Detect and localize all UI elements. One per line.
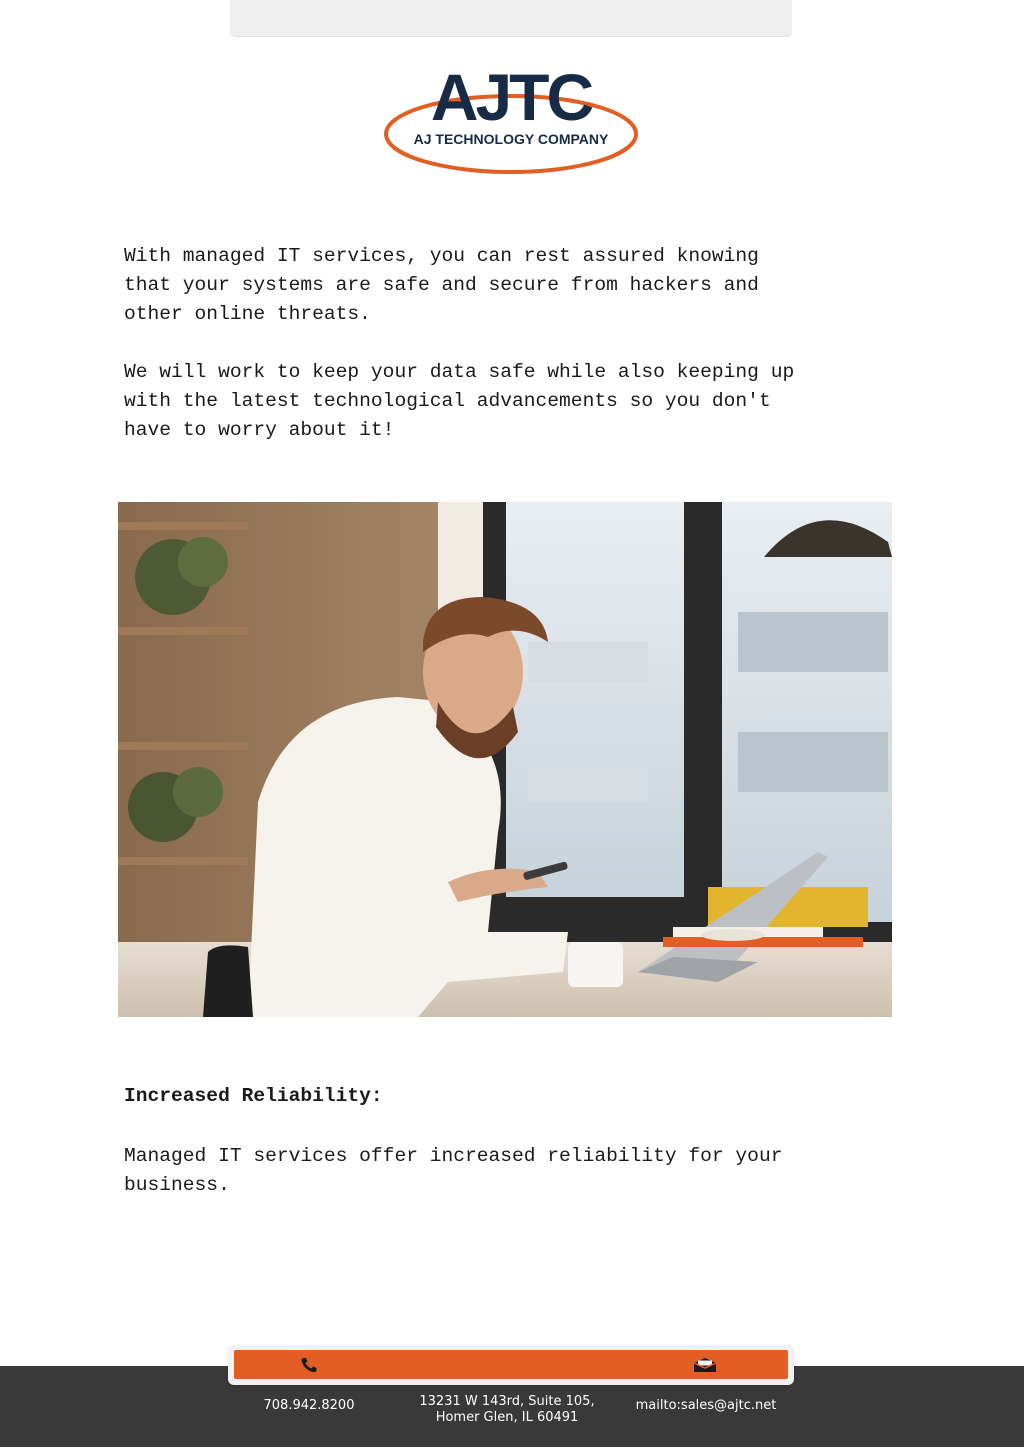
footer-email[interactable]: mailto:sales@ajtc.net <box>635 1398 777 1413</box>
contact-bar <box>228 1345 794 1385</box>
logo-subtitle: AJ TECHNOLOGY COMPANY <box>413 131 609 147</box>
section-heading: Increased Reliability: <box>124 1085 383 1107</box>
intro-section <box>124 242 904 445</box>
intro-paragraph-1: With managed IT services, you can rest assured knowing that your systems are safe and secure from hackers and other online threats. <box>124 245 759 325</box>
reliability-section <box>124 1142 904 1200</box>
footer-address <box>404 1394 610 1426</box>
footer-address-line-1: 13231 W 143rd, Suite 105, <box>419 1394 595 1409</box>
footer-address-line-2: Homer Glen, IL 60491 <box>435 1410 579 1425</box>
reliability-paragraph: Managed IT services offer increased reliability for your business. <box>124 1145 783 1196</box>
footer-phone[interactable]: 708.942.8200 <box>263 1398 355 1413</box>
contact-bar-strip <box>234 1350 788 1379</box>
envelope-icon[interactable] <box>692 1357 710 1373</box>
company-logo <box>382 62 640 178</box>
phone-icon[interactable] <box>300 1357 318 1373</box>
top-bar <box>230 0 792 37</box>
hero-photo <box>118 502 892 1017</box>
logo-mark: AJTC <box>430 62 592 134</box>
intro-paragraph-2: We will work to keep your data safe while also keeping up with the latest technological advancements so you don't have to worry about it! <box>124 361 795 441</box>
